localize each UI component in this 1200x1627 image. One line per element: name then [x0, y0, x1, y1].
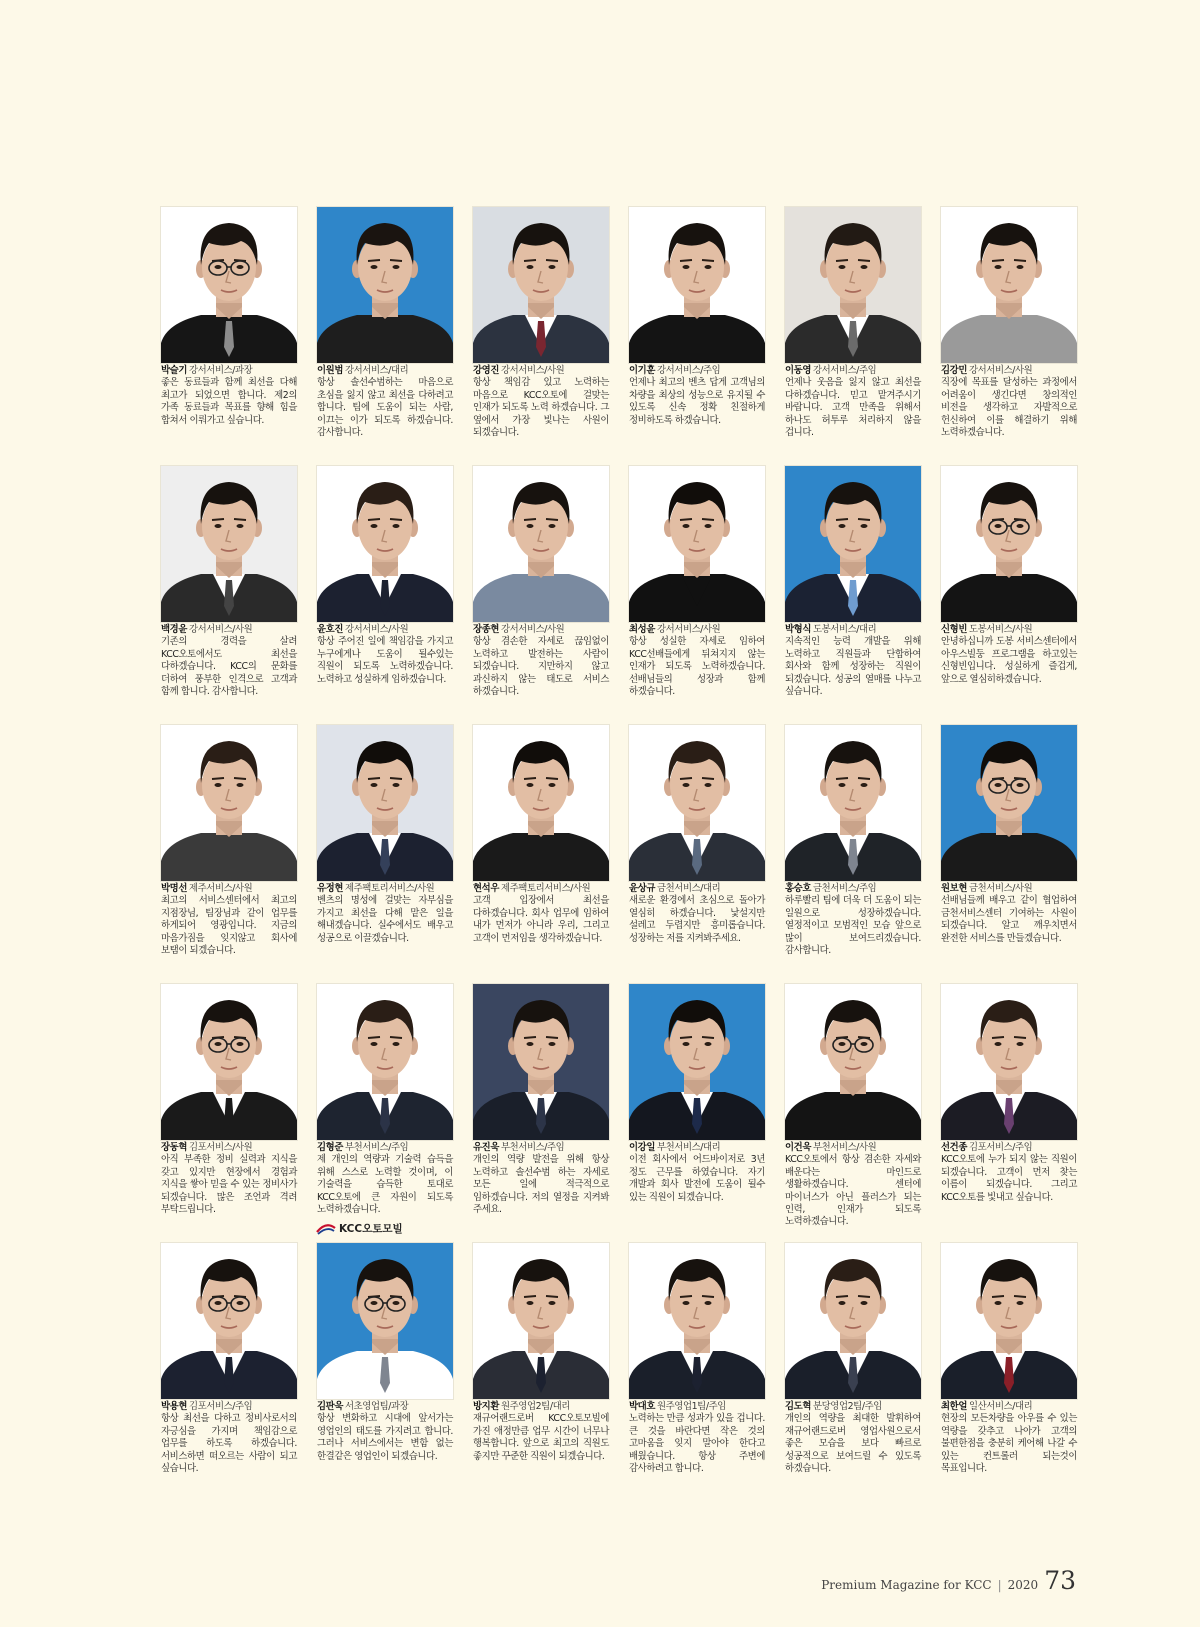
portrait-icon — [629, 466, 765, 622]
page-footer — [821, 1566, 1076, 1595]
staff-message: 좋은 동료들과 함께 최선을 다해 최고가 되었으면 합니다. 제2의 가족 동료들과 목표를 향해 힘을 합쳐서 이뤄가고 싶습니다. — [161, 377, 297, 426]
staff-role: 일산서비스/대리 — [968, 1401, 1033, 1412]
staff-message: 제 개인의 역량과 기술력 습득을 위해 스스로 노력할 것이며, 이 기술력을 습득한 토대로 KCC오토에 큰 자원이 되도록 노력하겠습니다. — [317, 1154, 453, 1216]
staff-name: 이강일 — [629, 1142, 655, 1153]
staff-card — [785, 1243, 921, 1502]
staff-name: 박용현 — [161, 1401, 187, 1412]
portrait-icon — [941, 725, 1077, 881]
staff-caption — [473, 365, 609, 439]
staff-message: 항상 책임감 있고 노력하는 마음으로 KCC오토에 걸맞는 인재가 되도록 노력 하겠습니다. 그 옆에서 가장 빛나는 사원이 되겠습니다. — [473, 377, 609, 439]
staff-caption — [473, 1401, 609, 1463]
staff-name: 이건욱 — [785, 1142, 811, 1153]
staff-caption — [629, 1142, 765, 1204]
staff-photo — [941, 466, 1077, 622]
staff-role: 김포서비스/주임 — [968, 1142, 1033, 1153]
staff-name: 원보현 — [941, 883, 967, 894]
staff-photo — [941, 207, 1077, 363]
portrait-icon — [785, 1243, 921, 1399]
staff-card — [629, 725, 765, 984]
portrait-icon — [317, 1243, 453, 1399]
staff-caption — [785, 1401, 921, 1475]
staff-name: 이원범 — [317, 365, 343, 376]
staff-card — [317, 466, 453, 725]
staff-name: 신형빈 — [941, 624, 967, 635]
staff-card — [161, 725, 297, 984]
staff-name: 장종현 — [473, 624, 499, 635]
staff-caption — [473, 624, 609, 698]
portrait-icon — [629, 984, 765, 1140]
staff-name: 이기훈 — [629, 365, 655, 376]
staff-card — [473, 466, 609, 725]
staff-message: 고객 입장에서 최선을 다하겠습니다. 회사 업무에 임하여 내가 먼저가 아니라 우리, 그리고 고객이 먼저임을 생각하겠습니다. — [473, 895, 609, 944]
staff-message: 항상 주어진 일에 책임감을 가지고 누구에게나 도움이 될수있는 직원이 되도록 노력하겠습니다. 노력하고 성실하게 임하겠습니다. — [317, 636, 453, 685]
staff-caption — [785, 624, 921, 698]
staff-photo — [317, 1243, 453, 1399]
staff-photo — [473, 984, 609, 1140]
staff-name: 장동혁 — [161, 1142, 187, 1153]
staff-card — [473, 984, 609, 1243]
staff-message: 개인의 역량 발전을 위해 항상 노력하고 솔선수범 하는 자세로 모든 일에 적극적으로 임하겠습니다. 저의 열정을 지켜봐 주세요. — [473, 1154, 609, 1216]
portrait-icon — [785, 984, 921, 1140]
portrait-icon — [941, 984, 1077, 1140]
staff-photo — [941, 1243, 1077, 1399]
staff-message: KCC오토에 누가 되지 않는 직원이 되겠습니다. 고객이 먼저 찾는 이름이 되겠습니다. 그리고 KCC오토를 빛내고 싶습니다. — [941, 1154, 1077, 1203]
staff-message: 지속적인 능력 개발을 위해 노력하고 직원들과 단합하여 회사와 함께 성장하는 직원이 되겠습니다. 성공의 열매를 나누고 싶습니다. — [785, 636, 921, 698]
staff-caption — [941, 883, 1077, 945]
staff-name: 윤상규 — [629, 883, 655, 894]
staff-name: 유진욱 — [473, 1142, 499, 1153]
kcc-logo-icon — [316, 1223, 336, 1235]
portrait-icon — [317, 984, 453, 1140]
staff-card — [941, 725, 1077, 984]
staff-message: 하루빨리 팀에 더욱 더 도움이 되는 일원으로 성장하겠습니다. 열정적이고 모범적인 모습 앞으로 많이 보여드리겠습니다. 감사합니다. — [785, 895, 921, 957]
staff-card — [317, 725, 453, 984]
staff-photo — [785, 725, 921, 881]
staff-message: 항상 성실한 자세로 임하여 KCC선배들에게 뒤쳐지지 않는 인재가 되도록 노력하겠습니다. 선배님들의 성장과 함께 하겠습니다. — [629, 636, 765, 698]
staff-message: 현장의 모든차량을 아우를 수 있는 역량을 갖추고 나아가 고객의 불편한점을 충분히 케어해 나갈 수 있는 컨트롤러 되는것이 목표입니다. — [941, 1413, 1077, 1475]
portrait-icon — [473, 984, 609, 1140]
staff-role: 강서서비스/사원 — [500, 624, 565, 635]
staff-card — [941, 466, 1077, 725]
staff-name: 강영진 — [473, 365, 499, 376]
staff-name: 박슬기 — [161, 365, 187, 376]
staff-photo — [161, 466, 297, 622]
staff-card — [629, 466, 765, 725]
portrait-icon — [317, 725, 453, 881]
staff-role: 강서서비스/사원 — [344, 624, 409, 635]
staff-caption — [473, 883, 609, 945]
footer-separator: | — [997, 1578, 1002, 1592]
staff-message: 노력하는 만큼 성과가 있을 겁니다. 큰 것을 바란다면 작은 것의 고마움을 잊지 말아야 한다고 배웠습니다. 항상 주변에 감사하려고 합니다. — [629, 1413, 765, 1475]
magazine-title: Premium Magazine for KCC — [821, 1578, 992, 1592]
staff-name: 박형식 — [785, 624, 811, 635]
staff-role: 금천서비스/주임 — [812, 883, 877, 894]
staff-message: 직장에 목표를 달성하는 과정에서 어려움이 생긴다면 창의적인 비전을 생각하고 자발적으로 헌신하여 이를 해결하기 위해 노력하겠습니다. — [941, 377, 1077, 439]
portrait-icon — [629, 1243, 765, 1399]
staff-caption — [629, 1401, 765, 1475]
staff-name: 현석우 — [473, 883, 499, 894]
staff-caption — [317, 883, 453, 945]
portrait-icon — [161, 1243, 297, 1399]
staff-card — [629, 984, 765, 1243]
staff-caption — [161, 365, 297, 427]
staff-role: 김포서비스/주임 — [188, 1401, 253, 1412]
staff-message: 새로운 환경에서 초심으로 돌아가 열심히 하겠습니다. 낯설지만 설레고 두렵지만 흥미롭습니다. 성장하는 저를 지켜봐주세요. — [629, 895, 765, 944]
portrait-icon — [161, 725, 297, 881]
staff-role: 강서서비스/주임 — [656, 365, 721, 376]
staff-role: 금천서비스/사원 — [968, 883, 1033, 894]
staff-caption — [785, 1142, 921, 1229]
staff-role: 금천서비스/대리 — [656, 883, 721, 894]
staff-photo — [161, 984, 297, 1140]
staff-role: 부천서비스/사원 — [812, 1142, 877, 1153]
staff-role: 도봉서비스/대리 — [812, 624, 877, 635]
portrait-icon — [473, 466, 609, 622]
staff-card — [317, 207, 453, 466]
staff-role: 강서서비스/사원 — [188, 624, 253, 635]
staff-name: 방지환 — [473, 1401, 499, 1412]
staff-photo — [941, 725, 1077, 881]
staff-name: 윤호진 — [317, 624, 343, 635]
staff-message: 기존의 경력을 살려 KCC오토에서도 최선을 다하겠습니다. KCC의 문화를 더하여 풍부한 인격으로 고객과 함께 합니다. 감사합니다. — [161, 636, 297, 698]
staff-caption — [161, 1401, 297, 1475]
staff-name: 김강민 — [941, 365, 967, 376]
portrait-icon — [941, 207, 1077, 363]
staff-name: 박명선 — [161, 883, 187, 894]
staff-name: 최한얼 — [941, 1401, 967, 1412]
staff-caption — [629, 365, 765, 427]
staff-card — [629, 207, 765, 466]
staff-message: 벤츠의 명성에 걸맞는 자부심을 가지고 최선을 다해 맡은 일을 해내겠습니다. 실수에서도 배우고 성공으로 이끌겠습니다. — [317, 895, 453, 944]
staff-caption — [629, 883, 765, 945]
staff-caption — [941, 365, 1077, 439]
staff-caption — [161, 1142, 297, 1216]
staff-role: 분당영업2팀/주임 — [812, 1401, 882, 1412]
staff-name: 유정현 — [317, 883, 343, 894]
staff-caption — [473, 1142, 609, 1216]
staff-grid — [161, 207, 1077, 1502]
staff-card — [473, 1243, 609, 1502]
staff-role: 강서서비스/사원 — [500, 365, 565, 376]
staff-caption — [785, 365, 921, 439]
staff-role: 부천서비스/주임 — [344, 1142, 409, 1153]
staff-card — [473, 207, 609, 466]
staff-card — [161, 1243, 297, 1502]
staff-caption — [629, 624, 765, 698]
company-logo — [316, 1221, 403, 1236]
staff-card — [629, 1243, 765, 1502]
staff-photo — [473, 466, 609, 622]
portrait-icon — [941, 466, 1077, 622]
staff-photo — [317, 984, 453, 1140]
staff-caption — [161, 883, 297, 957]
staff-card — [473, 725, 609, 984]
staff-card — [941, 1243, 1077, 1502]
staff-role: 강서서비스/대리 — [344, 365, 409, 376]
staff-photo — [629, 1243, 765, 1399]
portrait-icon — [161, 984, 297, 1140]
staff-role: 강서서비스/사원 — [968, 365, 1033, 376]
staff-card — [785, 207, 921, 466]
staff-caption — [941, 624, 1077, 686]
portrait-icon — [473, 725, 609, 881]
portrait-icon — [473, 207, 609, 363]
staff-card — [941, 984, 1077, 1243]
staff-name: 최성윤 — [629, 624, 655, 635]
staff-message: 언제나 최고의 벤츠 답게 고객님의 차량을 최상의 성능으로 유지될 수 있도록 신속 정확 친절하게 정비하도록 하겠습니다. — [629, 377, 765, 426]
staff-card — [785, 984, 921, 1243]
staff-name: 선건종 — [941, 1142, 967, 1153]
staff-role: 도봉서비스/사원 — [968, 624, 1033, 635]
staff-role: 제주서비스/사원 — [188, 883, 253, 894]
staff-card — [161, 466, 297, 725]
portrait-icon — [317, 466, 453, 622]
staff-role: 서초영업팀/과장 — [344, 1401, 409, 1412]
portrait-icon — [629, 725, 765, 881]
staff-name: 김도혁 — [785, 1401, 811, 1412]
staff-message: 선배님들께 배우고 같이 협업하여 금천서비스센터 기여하는 사원이 되겠습니다. 알고 깨우치면서 완전한 서비스를 만들겠습니다. — [941, 895, 1077, 944]
staff-role: 원주영업2팀/대리 — [500, 1401, 570, 1412]
staff-card — [941, 207, 1077, 466]
staff-caption — [941, 1142, 1077, 1204]
staff-photo — [161, 1243, 297, 1399]
staff-message: 최고의 서비스센터에서 최고의 지점장님, 팀장님과 같이 업무를 하게되어 영광입니다. 지금의 마음가짐을 잊지않고 회사에 보탬이 되겠습니다. — [161, 895, 297, 957]
staff-caption — [941, 1401, 1077, 1475]
portrait-icon — [473, 1243, 609, 1399]
staff-photo — [473, 207, 609, 363]
staff-card — [785, 725, 921, 984]
staff-name: 김형준 — [317, 1142, 343, 1153]
staff-caption — [317, 365, 453, 439]
staff-message: 항상 겸손한 자세로 끊임없이 노력하고 발전하는 사람이 되겠습니다. 지만하지 않고 과신하지 않는 태도로 서비스 하겠습니다. — [473, 636, 609, 698]
staff-photo — [629, 207, 765, 363]
staff-photo — [473, 1243, 609, 1399]
staff-message: 안녕하십니까 도봉 서비스센터에서 아우스빌둥 프로그램을 하고있는 신형빈입니다. 성실하게 즐겁게, 앞으로 열심히하겠습니다. — [941, 636, 1077, 685]
staff-caption — [317, 1142, 453, 1216]
staff-role: 강서서비스/과장 — [188, 365, 253, 376]
staff-photo — [317, 466, 453, 622]
staff-role: 부천서비스/대리 — [656, 1142, 721, 1153]
staff-card — [317, 1243, 453, 1502]
staff-message: 항상 변화하고 시대에 앞서가는 영업인의 태도를 가지려고 합니다. 그러나 서비스에서는 변함 없는 한결같은 영업인이 되겠습니다. — [317, 1413, 453, 1462]
staff-message: 이전 회사에서 어드바이저로 3년 정도 근무를 하였습니다. 자기 개발과 회사 발전에 도움이 될수 있는 직원이 되겠습니다. — [629, 1154, 765, 1203]
staff-name: 김판욱 — [317, 1401, 343, 1412]
staff-role: 원주영업1팀/주임 — [656, 1401, 726, 1412]
staff-photo — [941, 984, 1077, 1140]
staff-caption — [785, 883, 921, 957]
staff-name: 이동영 — [785, 365, 811, 376]
staff-role: 김포서비스/사원 — [188, 1142, 253, 1153]
portrait-icon — [785, 466, 921, 622]
staff-photo — [629, 725, 765, 881]
staff-role: 제주팩토리서비스/사원 — [344, 883, 435, 894]
staff-photo — [629, 984, 765, 1140]
portrait-icon — [317, 207, 453, 363]
staff-caption — [161, 624, 297, 698]
staff-photo — [629, 466, 765, 622]
portrait-icon — [941, 1243, 1077, 1399]
staff-role: 부천서비스/주임 — [500, 1142, 565, 1153]
portrait-icon — [785, 207, 921, 363]
staff-role: 강서서비스/주임 — [812, 365, 877, 376]
staff-message: 항상 최선을 다하고 정비사로서의 자긍심을 가지며 책임감으로 업무를 하도록 하겠습니다. 서비스하면 떠오르는 사람이 되고 싶습니다. — [161, 1413, 297, 1475]
staff-photo — [161, 207, 297, 363]
issue-year: 2020 — [1007, 1578, 1039, 1592]
staff-photo — [785, 207, 921, 363]
staff-photo — [317, 725, 453, 881]
staff-photo — [473, 725, 609, 881]
staff-role: 강서서비스/사원 — [656, 624, 721, 635]
staff-card — [785, 466, 921, 725]
staff-message: 개인의 역량을 최대한 발휘하여 재규어랜드로버 영업사원으로서 좋은 모습을 보다 빠르로 성공적으로 보여드릴 수 있도록 하겠습니다. — [785, 1413, 921, 1475]
staff-card — [161, 207, 297, 466]
page-number: 73 — [1044, 1566, 1076, 1595]
staff-message: KCC오토에서 항상 겸손한 자세와 배운다는 마인드로 생활하겠습니다. 센터에 마이너스가 아닌 플러스가 되는 인력, 인재가 되도록 노력하겠습니다. — [785, 1154, 921, 1228]
portrait-icon — [161, 466, 297, 622]
portrait-icon — [629, 207, 765, 363]
staff-photo — [785, 1243, 921, 1399]
staff-message: 항상 솔선수범하는 마음으로 초심을 잃지 않고 최선을 다하려고 합니다. 팀에 도움이 되는 사람, 이끄는 이가 되도록 하겠습니다. 감사합니다. — [317, 377, 453, 439]
staff-message: 아직 부족한 정비 실력과 지식을 갖고 있지만 현장에서 경험과 지식을 쌓아 믿을 수 있는 정비사가 되겠습니다. 많은 조언과 격려 부탁드립니다. — [161, 1154, 297, 1216]
staff-photo — [785, 984, 921, 1140]
staff-photo — [161, 725, 297, 881]
portrait-icon — [785, 725, 921, 881]
staff-photo — [785, 466, 921, 622]
staff-card — [161, 984, 297, 1243]
portrait-icon — [161, 207, 297, 363]
staff-message: 재규어랜드로버 KCC오토모빌에 가진 애정만큼 업무 시간이 너무나 행복합니다. 앞으로 최고의 직원도 좋지만 꾸준한 직원이 되겠습니다. — [473, 1413, 609, 1462]
staff-photo — [317, 207, 453, 363]
staff-message: 언제나 웃음을 잃지 않고 최선을 다하겠습니다. 믿고 맡겨주시기 바랍니다. 고객 만족을 위해서 하나도 허투루 처리하지 않을 겁니다. — [785, 377, 921, 439]
logo-text: KCC오토모빌 — [339, 1223, 403, 1235]
staff-name: 홍승호 — [785, 883, 811, 894]
staff-role: 제주팩토리서비스/사원 — [500, 883, 591, 894]
staff-caption — [317, 624, 453, 686]
staff-caption — [317, 1401, 453, 1463]
staff-name: 박대호 — [629, 1401, 655, 1412]
staff-card — [317, 984, 453, 1243]
staff-name: 백경윤 — [161, 624, 187, 635]
